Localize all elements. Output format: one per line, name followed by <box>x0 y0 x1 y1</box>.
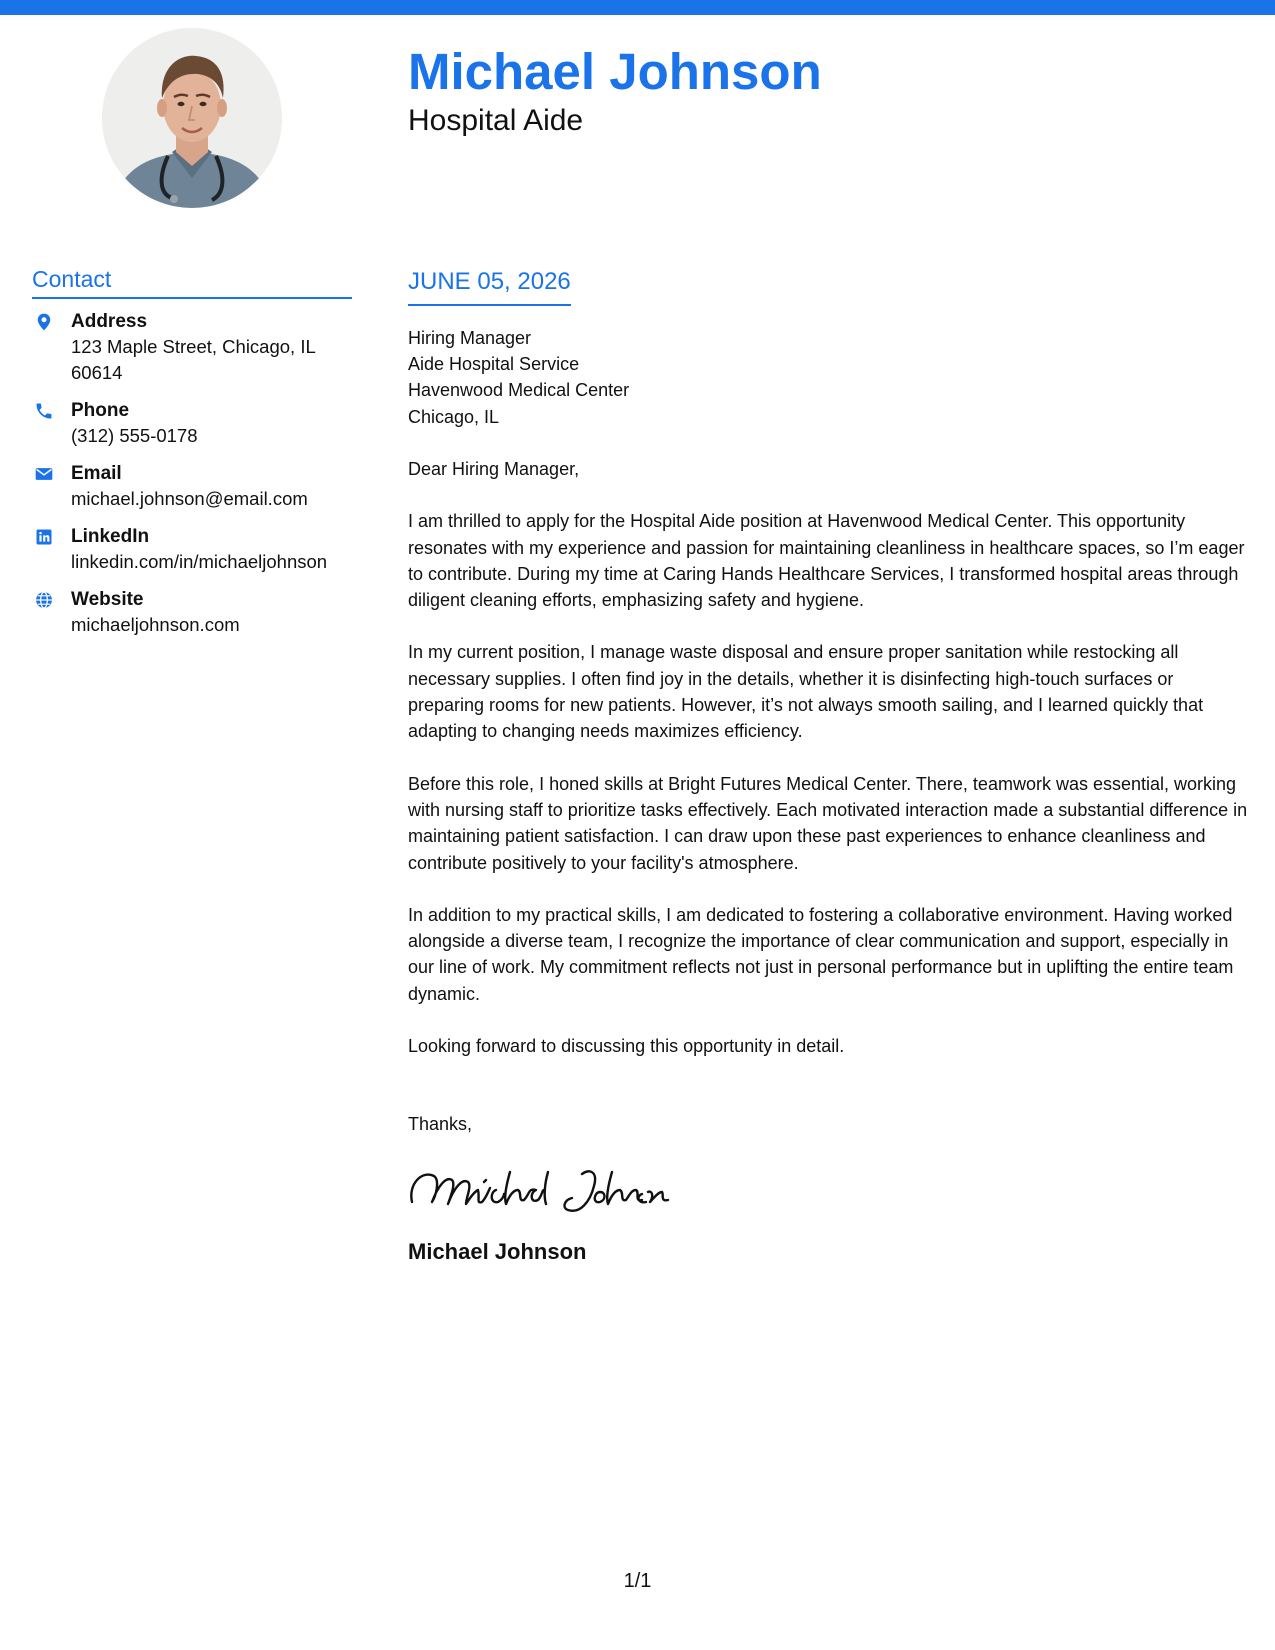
location-pin-icon <box>34 312 54 332</box>
closing-line: Thanks, <box>408 1114 473 1135</box>
signature-text: Michael Johnson <box>406 1157 414 1159</box>
recipient-line: Hiring Manager <box>408 327 532 348</box>
contact-address-label: Address <box>71 310 148 332</box>
recipient-block <box>408 325 1248 430</box>
contact-list <box>32 309 352 638</box>
applicant-name: Michael Johnson <box>408 43 822 100</box>
signed-name: Michael Johnson <box>408 1238 587 1264</box>
profile-photo <box>102 28 282 208</box>
job-title: Hospital Aide <box>408 104 584 137</box>
contact-email <box>32 461 352 512</box>
letter-date: JUNE 05, 2026 <box>408 268 571 306</box>
body-paragraph: Before this role, I honed skills at Bright Futures Medical Center. There, teamwork was essential, working with nursing staff to prioritize tasks effectively. Each motivated interaction made a substantial difference in maintaining patient satisfaction. I can draw upon these past experiences to enhance cleanliness and contribute positively to your facility's atmosphere. <box>408 773 1248 873</box>
contact-heading: Contact <box>32 266 352 299</box>
top-accent-bar <box>0 0 1275 15</box>
contact-website-label: Website <box>71 588 144 610</box>
contact-linkedin-label: LinkedIn <box>71 525 150 547</box>
contact-website <box>32 587 352 638</box>
salutation: Dear Hiring Manager, <box>408 458 580 479</box>
globe-icon <box>34 590 54 610</box>
contact-linkedin <box>32 524 352 575</box>
contact-address-value: 123 Maple Street, Chicago, IL 60614 <box>71 335 316 383</box>
contact-linkedin-value[interactable]: linkedin.com/in/michaeljohnson <box>71 550 328 572</box>
linkedin-icon <box>34 527 54 547</box>
contact-email-label: Email <box>71 462 122 484</box>
recipient-line: Havenwood Medical Center <box>408 380 630 401</box>
contact-address <box>32 309 352 386</box>
contact-sidebar <box>32 266 352 650</box>
contact-website-value[interactable]: michaeljohnson.com <box>71 613 240 635</box>
contact-phone-label: Phone <box>71 399 130 421</box>
page-number: 1/1 <box>623 1570 652 1592</box>
body-paragraph: Looking forward to discussing this opportunity in detail. <box>408 1036 845 1057</box>
body-paragraph: I am thrilled to apply for the Hospital Aide position at Havenwood Medical Center. This opportunity resonates with my experience and passion for maintaining cleanliness in healthcare spaces, so I’m eager to contribute. During my time at Caring Hands Healthcare Services, I transformed hospital areas through diligent cleaning efforts, emphasizing safety and hygiene. <box>408 511 1245 611</box>
recipient-line: Chicago, IL <box>408 406 500 427</box>
handwritten-signature <box>406 1158 676 1220</box>
body-paragraph: In addition to my practical skills, I am dedicated to fostering a collaborative environment. Having worked alongside a diverse team, I recognize the importance of clear communication and support, especially in our line of work. My commitment reflects not just in personal performance but in uplifting the entire team dynamic. <box>408 904 1234 1004</box>
contact-email-value[interactable]: michael.johnson@email.com <box>71 487 308 509</box>
phone-icon <box>34 401 54 421</box>
email-icon <box>34 464 54 484</box>
contact-phone-value: (312) 555-0178 <box>71 424 198 446</box>
body-paragraph: In my current position, I manage waste disposal and ensure proper sanitation while restocking all necessary supplies. I often find joy in the details, whether it is disinfecting high-touch surfaces or preparing rooms for new patients. However, it’s not always smooth sailing, and I learned quickly that adapting to changing needs maximizes efficiency. <box>408 642 1204 742</box>
recipient-line: Aide Hospital Service <box>408 354 580 375</box>
contact-phone <box>32 398 352 449</box>
portrait-image <box>102 28 282 208</box>
letter-body <box>408 268 1248 1265</box>
